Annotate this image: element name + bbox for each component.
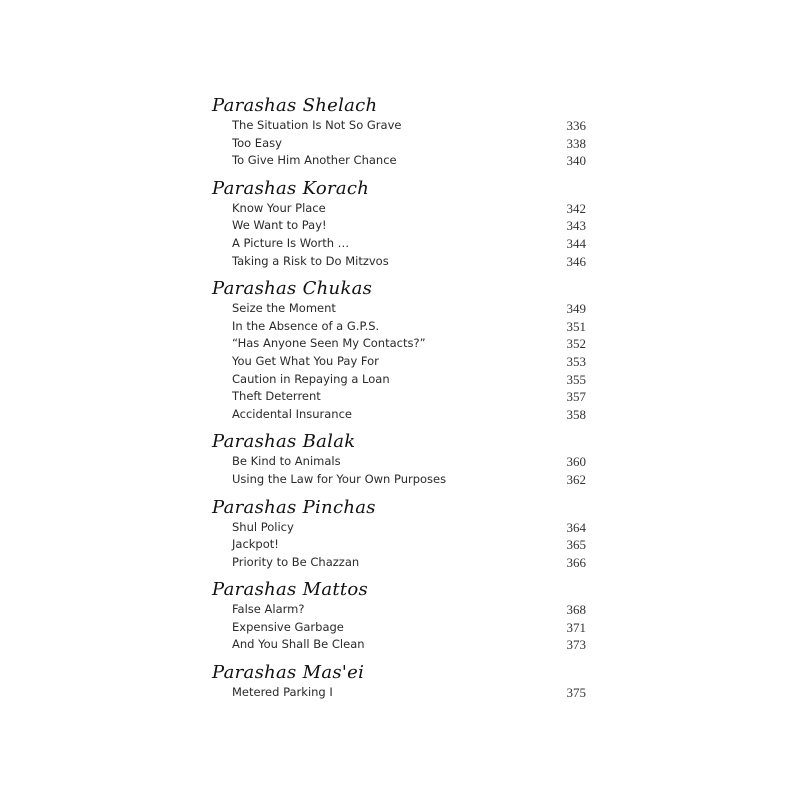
toc-section <box>212 178 586 270</box>
entry-title: Shul Policy <box>232 519 294 534</box>
toc-section <box>212 278 586 423</box>
section-heading: Parashas Mattos <box>212 579 369 601</box>
toc-entry <box>212 117 586 135</box>
toc-entry <box>212 217 586 235</box>
entry-title: False Alarm? <box>232 602 305 617</box>
entry-title: Know Your Place <box>232 200 326 215</box>
toc-section <box>212 497 586 572</box>
entry-title: Seize the Moment <box>232 301 336 316</box>
entry-title: Be Kind to Animals <box>232 454 341 469</box>
section-heading: Parashas Shelach <box>212 95 378 116</box>
toc-entry <box>212 406 586 424</box>
entry-page-number: 375 <box>566 685 586 701</box>
entry-title: Jackpot! <box>232 537 279 552</box>
toc-entry <box>212 300 586 318</box>
toc-entry <box>212 135 586 153</box>
toc-entry <box>212 471 586 489</box>
toc-entry <box>212 519 586 537</box>
toc-entry <box>212 371 586 389</box>
toc-entry <box>212 619 586 637</box>
entry-page-number: 353 <box>566 353 586 369</box>
entry-title: Caution in Repaying a Loan <box>232 371 390 386</box>
entry-title: A Picture Is Worth … <box>232 235 350 250</box>
toc-entry <box>212 200 586 218</box>
toc-section <box>212 662 586 702</box>
section-heading: Parashas Korach <box>212 177 370 199</box>
toc-entry <box>212 152 586 170</box>
entry-title: Too Easy <box>232 135 282 150</box>
toc-entry <box>212 335 586 353</box>
entry-page-number: 358 <box>566 406 586 422</box>
section-heading: Parashas Pinchas <box>212 496 376 518</box>
toc-entry <box>212 536 586 554</box>
toc-entry <box>212 453 586 471</box>
entry-page-number: 349 <box>566 301 586 317</box>
entry-page-number: 351 <box>566 318 586 334</box>
entry-page-number: 366 <box>566 554 586 570</box>
entry-page-number: 365 <box>566 537 586 553</box>
entry-page-number: 344 <box>566 235 586 251</box>
entry-title: Priority to Be Chazzan <box>232 554 360 569</box>
toc-entry <box>212 235 586 253</box>
entry-page-number: 371 <box>566 619 586 635</box>
entry-page-number: 364 <box>566 519 586 535</box>
entry-title: Theft Deterrent <box>232 389 321 404</box>
section-heading: Parashas Mas'ei <box>212 662 365 684</box>
entry-page-number: 346 <box>566 253 586 269</box>
section-heading: Parashas Chukas <box>212 278 373 300</box>
entry-page-number: 355 <box>566 371 586 387</box>
entry-page-number: 343 <box>566 218 586 234</box>
entry-title: To Give Him Another Chance <box>232 153 397 168</box>
toc-entry <box>212 554 586 572</box>
entry-title: Accidental Insurance <box>232 406 352 421</box>
table-of-contents <box>212 95 586 702</box>
entry-page-number: 362 <box>566 471 586 487</box>
entry-page-number: 352 <box>566 336 586 352</box>
toc-entry <box>212 353 586 371</box>
entry-page-number: 368 <box>566 602 586 618</box>
entry-title: We Want to Pay! <box>232 218 327 233</box>
entry-page-number: 340 <box>566 153 586 169</box>
toc-section <box>212 431 586 488</box>
entry-page-number: 342 <box>566 200 586 216</box>
toc-entry <box>212 601 586 619</box>
entry-page-number: 360 <box>566 454 586 470</box>
section-heading: Parashas Balak <box>212 431 356 453</box>
entry-title: In the Absence of a G.P.S. <box>232 318 380 333</box>
entry-title: “Has Anyone Seen My Contacts?” <box>232 336 426 351</box>
toc-section <box>212 579 586 654</box>
entry-title: Using the Law for Your Own Purposes <box>232 471 447 486</box>
entry-page-number: 338 <box>566 135 586 151</box>
entry-title: Taking a Risk to Do Mitzvos <box>232 253 389 268</box>
toc-entry <box>212 318 586 336</box>
entry-page-number: 357 <box>566 389 586 405</box>
entry-title: Expensive Garbage <box>232 619 344 634</box>
entry-title: You Get What You Pay For <box>232 353 379 368</box>
toc-entry <box>212 388 586 406</box>
entry-page-number: 373 <box>566 637 586 653</box>
toc-section <box>212 95 586 170</box>
entry-title: And You Shall Be Clean <box>232 637 365 652</box>
toc-entry <box>212 253 586 271</box>
entry-title: The Situation Is Not So Grave <box>232 118 402 132</box>
toc-entry <box>212 684 586 702</box>
entry-title: Metered Parking I <box>232 685 333 700</box>
entry-page-number: 336 <box>566 118 586 133</box>
toc-entry <box>212 636 586 654</box>
